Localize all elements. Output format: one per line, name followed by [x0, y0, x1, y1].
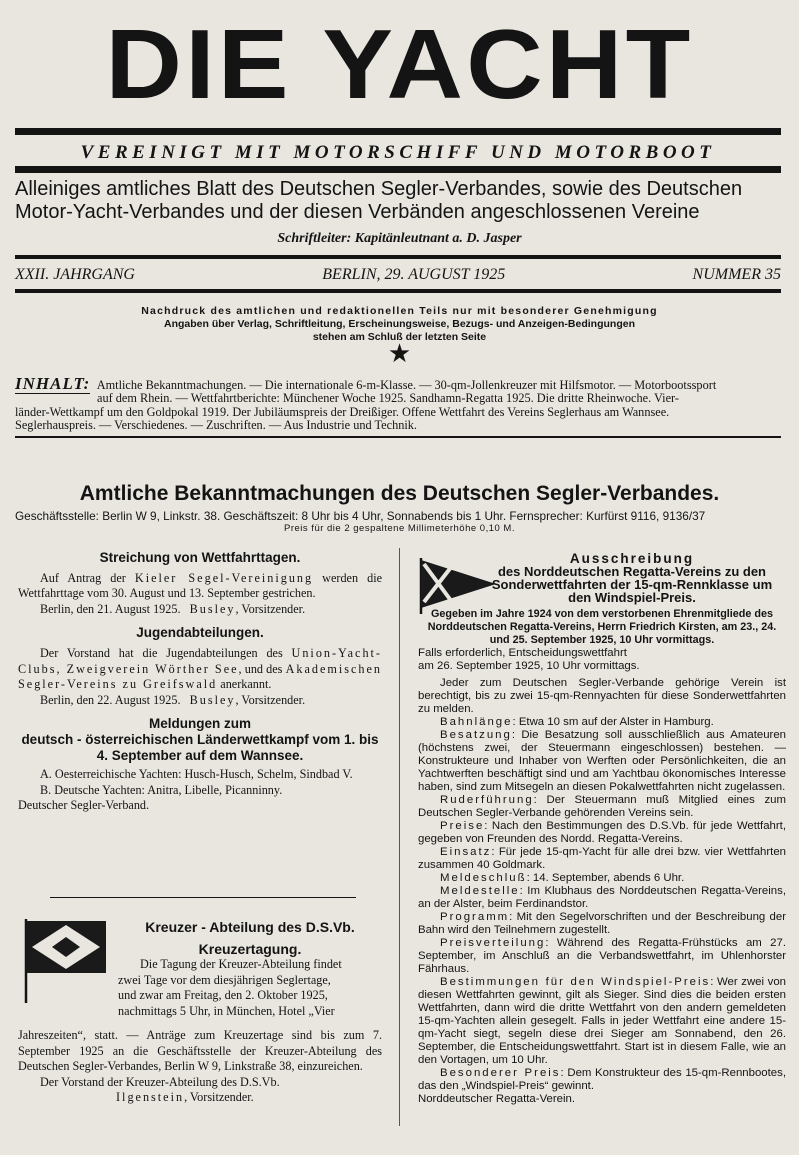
section-title-kreuzertagung: Kreuzertagung. — [198, 940, 302, 957]
tender-crew: Besatzung: Die Besatzung soll ausschließlich aus Amateuren (höchstens zwei, der Steuermann eingeschlossen) bestehen. — Konstrukteure und Inhaber von Werften oder Persönlichkeiten, die an Yachtwerften beschäftigt sind und am Yachtbau ökonomisches Interesse haben, sind zum Mitsegeln an diesen Pokalwettfahrten nicht zugelassen. — [418, 729, 786, 793]
right-column — [418, 552, 786, 1106]
tender-entry-deadline: Meldeschluß: 14. September, abends 6 Uhr. — [440, 872, 685, 884]
official-line-2: Motor-Yacht-Verbandes und der diesen Verbänden angeschlossenen Vereine — [15, 201, 700, 223]
tender-title-2: des Norddeutschen Regatta-Vereins zu den — [497, 564, 766, 579]
tender-entry-office: Meldestelle: Im Klubhaus des Norddeutschen Regatta-Vereins, an der Alster, beim Ferdinandstor. — [418, 885, 786, 910]
inhalt-line-4: Seglerhauspreis. — Verschiedenes. — Zuschriften. — Aus Industrie und Technik. — [15, 417, 418, 432]
table-of-contents — [15, 374, 783, 432]
tender-helm: Ruderführung: Der Steuermann muß Mitglied eines zum Deutschen Segler-Verbande gehörenden Vereins sein. — [418, 794, 786, 819]
masthead-title: DIE YACHT — [105, 9, 694, 119]
tender-title-3: Sonderwettfahrten der 15-qm-Rennklasse um — [491, 577, 773, 592]
inhalt-line-2: auf dem Rhein. — Wettfahrtberichte: Münchener Woche 1925. Sandhamn-Regatta 1925. Die dritte Rheinwoche. Vier- — [97, 391, 679, 406]
kreuzer-line-4: nachmittags 5 Uhr, in München, Hotel „Vier — [118, 1003, 335, 1018]
column-divider — [399, 548, 400, 1126]
issue-number: NUMMER 35 — [692, 266, 781, 283]
tender-title-1: Ausschreibung — [569, 551, 695, 566]
masthead-rule-bottom — [15, 166, 781, 173]
kreuzer-header — [118, 920, 382, 1020]
section-title-jugend: Jugendabteilungen. — [136, 625, 264, 641]
contents-rule — [15, 436, 781, 438]
tender-program: Programm: Mit den Segelvorschriften und der Beschreibung der Bahn wird den Teilnehmern zugestellt. — [418, 911, 786, 936]
notice-line-1: Nachdruck des amtlichen und redaktionellen Teils nur mit besonderer Genehmigung — [141, 305, 658, 317]
tender-title-4: den Windspiel-Preis. — [568, 590, 696, 605]
kreuzer-rest: Jahreszeiten“, statt. — Anträge zum Kreuzertage sind bis zum 7. September 1925 an die Geschäftsstelle der Kreuzer-Abteilung des Deutschen Segler-Verbandes, Berlin W 9, Linkstraße 38, einzureichen. — [18, 1028, 382, 1074]
tender-signature: Norddeutscher Regatta-Verein. — [418, 1093, 576, 1105]
tender-falls-1: Falls erforderlich, Entscheidungswettfahrt — [418, 647, 627, 659]
official-statement — [15, 178, 781, 224]
left-column — [18, 550, 382, 814]
section-title-meldungen-2: deutsch - österreichischen Länderwettkampf vom 1. bis — [21, 731, 379, 747]
official-line-1: Alleiniges amtliches Blatt des Deutschen Segler-Verbandes, sowie des Deutschen — [15, 178, 743, 200]
issue-line — [15, 266, 781, 284]
kreuzer-signature-2: Ilgenstein, Vorsitzender. — [116, 1090, 254, 1105]
section-title-meldungen-3: 4. September auf dem Wannsee. — [96, 747, 304, 763]
issue-rule-bottom — [15, 289, 781, 293]
tender-eligibility: Jeder zum Deutschen Segler-Verbande gehörige Verein ist berechtigt, bis zu zwei 15-qm-Rennyachten für diese Sonderwettfahrten zu melden. — [418, 677, 786, 715]
burgee-flag-icon — [20, 915, 112, 1005]
entry-germany: B. Deutsche Yachten: Anitra, Libelle, Picanninny. — [40, 782, 283, 797]
kreuzer-line-1: Die Tagung der Kreuzer-Abteilung findet — [140, 957, 342, 972]
tender-course: Bahnlänge: Etwa 10 sm auf der Alster in Hamburg. — [440, 716, 714, 728]
star-icon: ★ — [387, 339, 412, 368]
signature-line: Berlin, den 22. August 1925. Busley, Vorsitzender. — [40, 692, 306, 707]
inhalt-line-1: Amtliche Bekanntmachungen. — Die internationale 6-m-Klasse. — 30-qm-Jollenkreuzer mit Hilfsmotor. — Motorbootssport — [96, 378, 717, 392]
kreuzer-line-2: zwei Tage vor dem diesjährigen Seglertage, — [118, 972, 331, 987]
notice-line-3: stehen am Schluß der letzten Seite — [312, 331, 487, 343]
price-info: Preis für die 2 gespaltene Millimeterhöhe 0,10 M. — [284, 523, 515, 534]
issue-place-date: BERLIN, 29. AUGUST 1925 — [322, 266, 506, 283]
masthead-subtitle: VEREINIGT MIT MOTORSCHIFF UND MOTORBOOT — [80, 142, 716, 163]
office-info: Geschäftsstelle: Berlin W 9, Linkstr. 38. Geschäftszeit: 8 Uhr bis 4 Uhr, Sonnabends bis 1 Uhr. Fernsprecher: Kurfürst 9116, 9136/37 — [15, 509, 706, 523]
section-text-streichung: Auf Antrag der Kieler Segel-Vereinigung werden die Wettfahrttage vom 30. August und 13. September gestrichen. — [18, 570, 382, 601]
tender-falls-2: am 26. September 1925, 10 Uhr vormittags. — [418, 660, 640, 672]
section-text-jugend: Der Vorstand hat die Jugendabteilungen des Union-Yacht-Clubs, Zweigverein Wörther See, und des Akademischen Segler-Vereins zu Greifswald anerkannt. — [18, 645, 383, 692]
inhalt-label: INHALT: — [15, 374, 91, 393]
signature-dsv: Deutscher Segler-Verband. — [18, 798, 150, 813]
tender-rules: Bestimmungen für den Windspiel-Preis: Wer zwei von diesen Wettfahrten gewinnt, gilt als Sieger. Sind dies die beiden ersten Wettfahrten, dann wird die dritte Wettfahrt von den andern gemeldeten 15-qm-Yachten allein gesegelt. Falls in jeder Wettfahrt eine andere 15-qm-Yacht siegt, segeln diese drei Sieger am Sonnabend, den 26. September, die Entscheidungswettfahrt. Start ist in diesem Falle, wie an den Vortagen, um 10 Uhr. — [418, 976, 786, 1066]
notice-line-2: Angaben über Verlag, Schriftleitung, Erscheinungsweise, Bezugs- und Anzeigen-Bedingungen — [164, 318, 635, 330]
issue-volume: XXII. JAHRGANG — [15, 266, 135, 283]
tender-prize-giving: Preisverteilung: Während des Regatta-Frühstücks am 27. September, im Anschluß an die Verbandswettfahrt, im Uhlenhorster Fährhaus. — [418, 937, 786, 975]
editor-line: Schriftleiter: Kapitänleutnant a. D. Jasper — [277, 231, 522, 246]
signature-line: Berlin, den 21. August 1925. Busley, Vorsitzender. — [40, 601, 306, 616]
section-divider — [50, 897, 356, 898]
inhalt-line-3: länder-Wettkampf um den Goldpokal 1919. Der Jubiläumspreis der Dreißiger. Offene Wettfahrt des Vereins Seglerhaus am Wannsee. — [15, 404, 670, 419]
issue-rule-top — [15, 255, 781, 259]
entry-austria: A. Oesterreichische Yachten: Husch-Husch, Schelm, Sindbad V. — [40, 767, 353, 782]
section-title-streichung: Streichung von Wettfahrttagen. — [99, 550, 301, 565]
tender-prizes: Preise: Nach den Bestimmungen des D.S.Vb. für jede Wettfahrt, gegeben von Freunden des Nordd. Regatta-Vereins. — [418, 820, 786, 845]
masthead-rule-top — [15, 128, 781, 135]
kreuzer-line-3: und zwar am Freitag, den 2. Oktober 1925, — [118, 988, 328, 1003]
tender-given: Gegeben im Jahre 1924 von dem verstorbenen Ehrenmitgliede des Norddeutschen Regatta-Vereins, Herrn Friedrich Kirsten, am 23., 24. und 25. September 1925, 10 Uhr vormittags. — [427, 608, 777, 646]
kreuzer-signature-1: Der Vorstand der Kreuzer-Abteilung des D.S.Vb. — [40, 1074, 280, 1089]
section-title-meldungen-1: Meldungen zum — [149, 716, 251, 732]
kreuzer-text — [18, 1028, 382, 1106]
tender-special-prize: Besonderer Preis: Dem Konstrukteur des 15-qm-Rennbootes, das den „Windspiel-Preis“ gewinnt. — [418, 1067, 786, 1092]
tender-fee: Einsatz: Für jede 15-qm-Yacht für alle drei bzw. vier Wettfahrten zusammen 40 Goldmark. — [418, 846, 786, 871]
section-title-kreuzer: Kreuzer - Abteilung des D.S.Vb. — [145, 919, 355, 935]
main-heading: Amtliche Bekanntmachungen des Deutschen Segler-Verbandes. — [79, 482, 720, 505]
